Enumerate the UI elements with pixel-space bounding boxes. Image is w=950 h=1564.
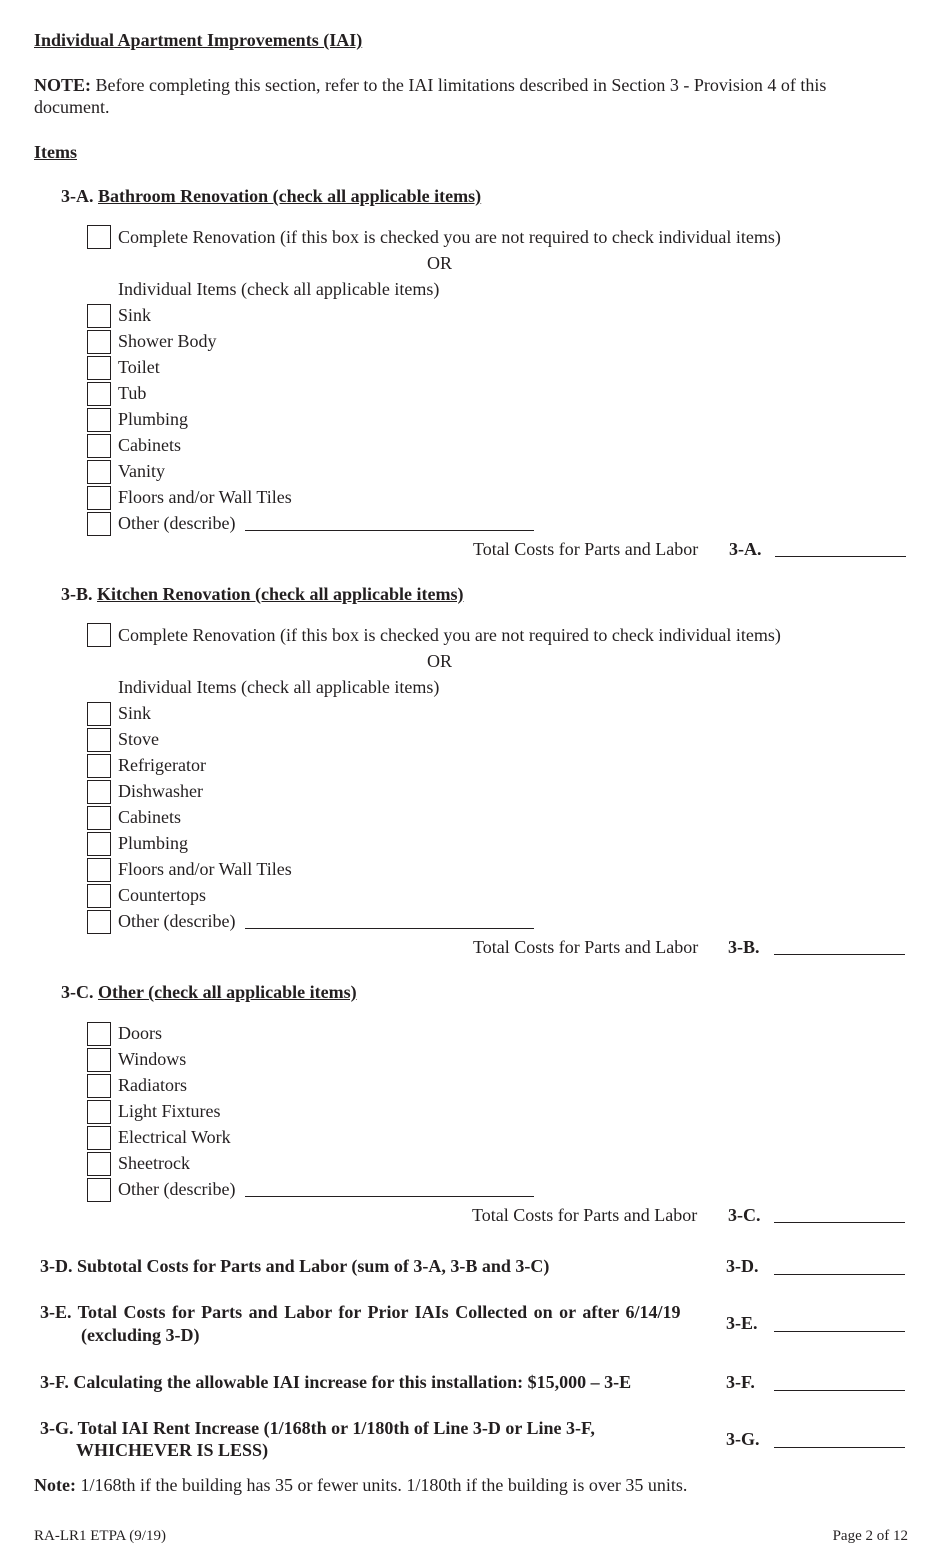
section-b-dishwasher-checkbox[interactable]	[87, 780, 111, 804]
section-b-heading	[61, 585, 463, 603]
bottom-note	[34, 1476, 687, 1494]
section-b-item: Sink	[118, 703, 152, 723]
section-a-floors-checkbox[interactable]	[87, 486, 111, 510]
line-f-field[interactable]	[774, 1390, 905, 1391]
section-c-other-checkbox[interactable]	[87, 1178, 111, 1202]
line-f-label: 3-F. Calculating the allowable IAI increase for this installation: $15,000 – 3-E	[40, 1372, 632, 1392]
section-c-doors-checkbox[interactable]	[87, 1022, 111, 1046]
section-c-total-field[interactable]	[774, 1222, 905, 1223]
section-c-other-describe-field[interactable]	[245, 1196, 534, 1197]
section-c-total-label: Total Costs for Parts and Labor	[472, 1205, 698, 1225]
note-label: NOTE:	[34, 75, 92, 95]
section-a-total-field[interactable]	[775, 556, 906, 557]
line-e-code: 3-E.	[726, 1313, 758, 1333]
page-title: Individual Apartment Improvements (IAI)	[34, 30, 363, 50]
section-b-title: Kitchen Renovation (check all applicable items)	[97, 584, 464, 604]
section-b-complete-checkbox[interactable]	[87, 623, 111, 647]
section-a-shower-checkbox[interactable]	[87, 330, 111, 354]
section-c-windows-checkbox[interactable]	[87, 1048, 111, 1072]
section-a-tub-checkbox[interactable]	[87, 382, 111, 406]
section-a-item: Plumbing	[118, 409, 189, 429]
section-b-floors-checkbox[interactable]	[87, 858, 111, 882]
section-c-electrical-checkbox[interactable]	[87, 1126, 111, 1150]
section-a-toilet-checkbox[interactable]	[87, 356, 111, 380]
section-a-or: OR	[427, 253, 453, 273]
section-a-total-code: 3-A.	[729, 539, 762, 559]
section-b-item: Dishwasher	[118, 781, 203, 801]
section-b-countertops-checkbox[interactable]	[87, 884, 111, 908]
section-a-item: Shower Body	[118, 331, 217, 351]
section-a-item: Tub	[118, 383, 147, 403]
line-d-code: 3-D.	[726, 1256, 759, 1276]
line-g-code: 3-G.	[726, 1429, 760, 1449]
section-a-title: Bathroom Renovation (check all applicable items)	[98, 186, 482, 206]
footer-form-id: RA-LR1 ETPA (9/19)	[34, 1528, 166, 1544]
section-b-item: Cabinets	[118, 807, 181, 827]
line-g-label-2: WHICHEVER IS LESS)	[76, 1440, 269, 1460]
section-c-title: Other (check all applicable items)	[98, 982, 357, 1002]
line-e-label-1: 3-E. Total Costs for Parts and Labor for Prior IAIs Collected on or after 6/14/19	[40, 1302, 681, 1322]
section-a-complete-checkbox[interactable]	[87, 225, 111, 249]
section-b-cabinets-checkbox[interactable]	[87, 806, 111, 830]
line-f-code: 3-F.	[726, 1372, 755, 1392]
section-a-vanity-checkbox[interactable]	[87, 460, 111, 484]
note-line-2: document.	[34, 97, 110, 117]
section-b-refrigerator-checkbox[interactable]	[87, 754, 111, 778]
section-b-stove-checkbox[interactable]	[87, 728, 111, 752]
section-b-other-checkbox[interactable]	[87, 910, 111, 934]
note-text: Before completing this section, refer to the IAI limitations described in Section 3 - Provision 4 of this	[91, 75, 827, 95]
line-d-label: 3-D. Subtotal Costs for Parts and Labor (sum of 3-A, 3-B and 3-C)	[40, 1256, 550, 1276]
section-a-other-checkbox[interactable]	[87, 512, 111, 536]
section-b-complete-label: Complete Renovation (if this box is checked you are not required to check individual items)	[118, 625, 781, 645]
section-a-item: Vanity	[118, 461, 165, 481]
section-a-total-label: Total Costs for Parts and Labor	[473, 539, 699, 559]
bottom-note-text: 1/168th if the building has 35 or fewer units. 1/180th if the building is over 35 units.	[75, 1475, 688, 1495]
footer-page-number: Page 2 of 12	[832, 1528, 908, 1544]
section-b-item: Refrigerator	[118, 755, 206, 775]
section-b-num: 3-B.	[61, 584, 93, 604]
section-b-total-code: 3-B.	[728, 937, 760, 957]
section-b-or: OR	[427, 651, 453, 671]
section-b-item: Plumbing	[118, 833, 189, 853]
section-c-item: Other (describe)	[118, 1179, 236, 1199]
section-a-num: 3-A.	[61, 186, 94, 206]
section-b-other-describe-field[interactable]	[245, 928, 534, 929]
section-c-item: Light Fixtures	[118, 1101, 221, 1121]
section-a-heading	[61, 187, 481, 205]
line-g-label-1: 3-G. Total IAI Rent Increase (1/168th or 1/180th of Line 3-D or Line 3-F,	[40, 1418, 595, 1438]
section-b-item: Floors and/or Wall Tiles	[118, 859, 292, 879]
section-c-item: Doors	[118, 1023, 162, 1043]
bottom-note-label: Note:	[34, 1475, 76, 1495]
section-c-num: 3-C.	[61, 982, 94, 1002]
line-d-field[interactable]	[774, 1274, 905, 1275]
section-c-item: Electrical Work	[118, 1127, 231, 1147]
section-b-total-label: Total Costs for Parts and Labor	[473, 937, 699, 957]
section-a-other-describe-field[interactable]	[245, 530, 534, 531]
note-line-1	[34, 76, 826, 94]
section-a-plumbing-checkbox[interactable]	[87, 408, 111, 432]
section-a-item: Cabinets	[118, 435, 181, 455]
section-b-sink-checkbox[interactable]	[87, 702, 111, 726]
section-b-plumbing-checkbox[interactable]	[87, 832, 111, 856]
section-a-individual-label: Individual Items (check all applicable items)	[118, 279, 440, 299]
section-c-item: Windows	[118, 1049, 187, 1069]
section-a-item: Sink	[118, 305, 152, 325]
section-a-sink-checkbox[interactable]	[87, 304, 111, 328]
section-c-light-fixtures-checkbox[interactable]	[87, 1100, 111, 1124]
section-a-complete-label: Complete Renovation (if this box is checked you are not required to check individual items)	[118, 227, 781, 247]
section-c-item: Radiators	[118, 1075, 187, 1095]
section-c-total-code: 3-C.	[728, 1205, 761, 1225]
section-c-sheetrock-checkbox[interactable]	[87, 1152, 111, 1176]
section-b-individual-label: Individual Items (check all applicable items)	[118, 677, 440, 697]
line-e-label-2: (excluding 3-D)	[81, 1325, 200, 1345]
section-a-item: Other (describe)	[118, 513, 236, 533]
section-b-item: Other (describe)	[118, 911, 236, 931]
section-a-cabinets-checkbox[interactable]	[87, 434, 111, 458]
section-c-item: Sheetrock	[118, 1153, 190, 1173]
section-b-item: Stove	[118, 729, 160, 749]
section-a-item: Toilet	[118, 357, 160, 377]
section-c-heading	[61, 983, 357, 1001]
line-e-field[interactable]	[774, 1331, 905, 1332]
line-g-field[interactable]	[774, 1447, 905, 1448]
section-b-item: Countertops	[118, 885, 206, 905]
section-c-radiators-checkbox[interactable]	[87, 1074, 111, 1098]
section-a-item: Floors and/or Wall Tiles	[118, 487, 292, 507]
section-b-total-field[interactable]	[774, 954, 905, 955]
items-heading: Items	[34, 142, 77, 162]
